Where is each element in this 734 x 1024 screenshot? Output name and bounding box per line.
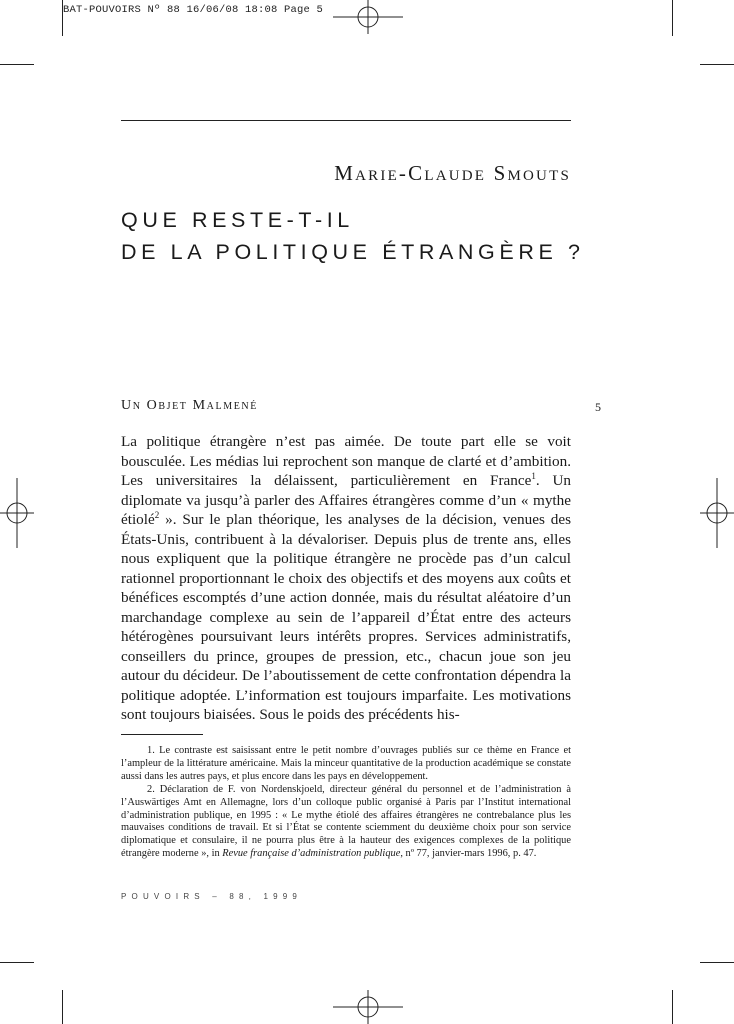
crop-mark-bottom-left-horizontal <box>0 962 34 963</box>
article-title <box>121 204 585 268</box>
running-footer: POUVOIRS – 88, 1999 <box>121 892 303 901</box>
footnote-2 <box>121 784 571 861</box>
title-line-1: QUE RESTE-T-IL <box>121 208 354 232</box>
crop-mark-top-right-vertical <box>672 0 673 36</box>
body-text-part-2: . Un diplomate va jusqu’à parler des Affaires étrangères comme d’un « mythe étiolé <box>121 472 571 528</box>
crop-mark-bottom-right-horizontal <box>700 962 734 963</box>
registration-mark-top-icon <box>333 0 403 34</box>
crop-mark-top-left-vertical <box>62 0 63 36</box>
crop-mark-top-right-horizontal <box>700 64 734 65</box>
body-text-part-1: La politique étrangère n’est pas aimée. De toute part elle se voit bousculée. Les médias lui reprochent son manque de clarté et d’ambition. Les universitaires la délaissent, particulièrement en France <box>121 433 571 489</box>
footnote-2-text: 2. Déclaration de F. von Nordenskjoeld, directeur général du personnel et de l’administration à l’Auswärtiges Amt en Allemagne, lors d’un colloque public organisé à Paris par l’Institut international d’administration publique, en 1995 : « Le mythe étiolé des affaires étrangères ne contrebalance plus les mauvaises conditions de travail. Et si l’État se contente sciemment du deuxième choix pour son service diplomatique et consulaire, il ne pourra plus être à la hauteur des exigences complexes de la politique étrangère moderne », in <box>121 783 571 860</box>
footnote-ref-1: 1 <box>531 470 536 481</box>
footnote-separator <box>121 734 203 735</box>
title-line-2: DE LA POLITIQUE ÉTRANGÈRE ? <box>121 240 585 264</box>
crop-mark-top-left-horizontal <box>0 64 34 65</box>
section-heading: Un Objet Malmené <box>121 398 258 413</box>
footnote-1: 1. Le contraste est saisissant entre le petit nombre d’ouvrages publiés sur ce thème en France et l’ampleur de la littérature américaine. Mais la minceur quantitative de la production académique se constate aussi dans les autres pays, et plus encore dans les pays en développement. <box>121 745 571 782</box>
registration-mark-left-icon <box>0 478 34 548</box>
crop-mark-bottom-left-vertical <box>62 990 63 1024</box>
body-text-part-3: ». Sur le plan théorique, les analyses de la décision, venues des États-Unis, contribuent à la dévaloriser. Depuis plus de trente ans, elles nous expliquent que la politique étrangère ne procède pas d’un calcul rationnel proportionnant le choix des objectifs et des moyens aux coûts et bénéfices escomptés d’une action donnée, mais du résultat aléatoire d’un marchandage complexe au sein de l’appareil d’État entre des acteurs hétérogènes poursuivant leurs intérêts propres. Services administratifs, conseillers du prince, groupes de pression, etc., chacun joue son jeu autour du décideur. De l’aboutissement de cette confrontation dépendra la politique adoptée. L’information est toujours imparfaite. Les motivations sont toujours biaisées. Sous le poids des précédents his- <box>121 511 571 723</box>
footnote-2-journal: Revue française d’administration publique <box>222 848 401 860</box>
header-rule <box>121 120 571 121</box>
page-number: 5 <box>595 400 601 414</box>
registration-mark-bottom-icon <box>333 990 403 1024</box>
author-name: Marie-Claude Smouts <box>334 161 571 185</box>
crop-mark-bottom-right-vertical <box>672 990 673 1024</box>
body-paragraph <box>121 432 571 725</box>
footnote-ref-2: 2 <box>154 509 160 520</box>
footnote-2-end: , nº 77, janvier-mars 1996, p. 47. <box>400 848 537 860</box>
registration-mark-right-icon <box>700 478 734 548</box>
printer-slug-line: BAT-POUVOIRS Nº 88 16/06/08 18:08 Page 5 <box>63 4 324 16</box>
footnotes <box>121 745 571 861</box>
